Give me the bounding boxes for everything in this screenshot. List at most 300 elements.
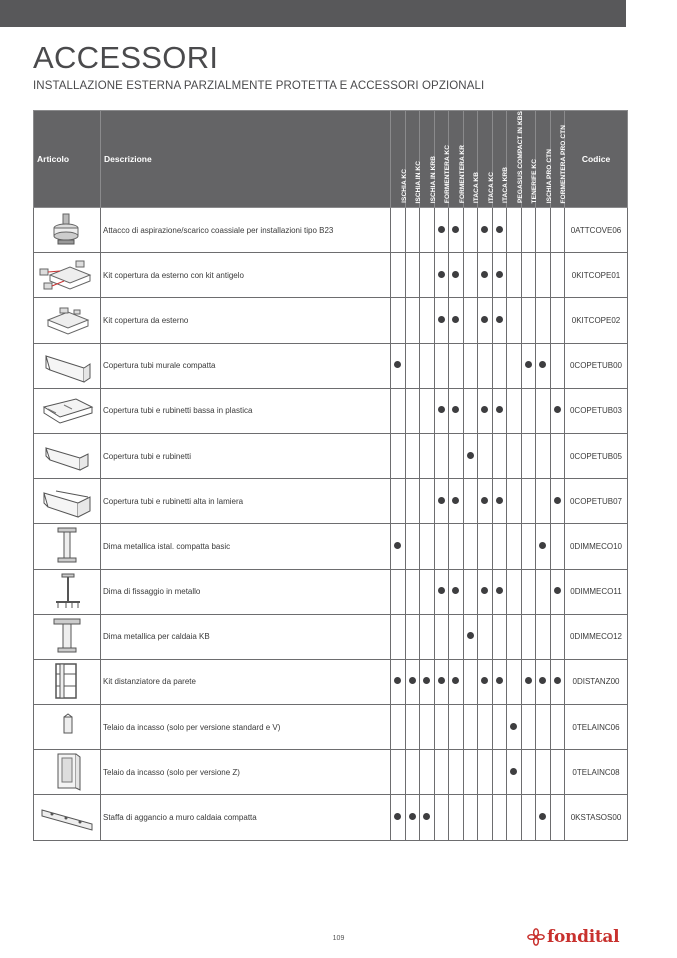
compatibility-cell	[434, 298, 449, 343]
compatibility-cell	[492, 433, 507, 478]
compatibility-dot	[452, 677, 459, 684]
description-cell: Kit copertura da esterno	[101, 298, 391, 343]
compatibility-dot	[496, 587, 503, 594]
code-cell: 0COPETUB05	[565, 433, 628, 478]
compatibility-cell	[434, 433, 449, 478]
compatibility-dot	[481, 587, 488, 594]
pipe-cover-sheet-icon	[36, 479, 98, 521]
compatibility-cell	[492, 524, 507, 569]
compatibility-cell	[405, 614, 420, 659]
compatibility-cell	[536, 298, 551, 343]
compatibility-cell	[521, 524, 536, 569]
compatibility-cell	[507, 433, 522, 478]
compatibility-cell	[391, 795, 406, 840]
table-header-row	[34, 111, 628, 208]
compatibility-dot	[438, 226, 445, 233]
header-model	[463, 111, 478, 208]
compatibility-dot	[525, 361, 532, 368]
compatibility-dot	[496, 271, 503, 278]
compatibility-dot	[510, 723, 517, 730]
compatibility-dot	[452, 226, 459, 233]
compatibility-cell	[536, 433, 551, 478]
compatibility-cell	[405, 208, 420, 253]
compatibility-cell	[449, 253, 464, 298]
compatibility-cell	[434, 705, 449, 750]
compatibility-cell	[478, 750, 493, 795]
compatibility-cell	[434, 795, 449, 840]
compatibility-cell	[391, 750, 406, 795]
compatibility-dot	[438, 316, 445, 323]
compatibility-cell	[492, 705, 507, 750]
compatibility-cell	[434, 569, 449, 614]
compatibility-dot	[467, 452, 474, 459]
articolo-cell	[34, 705, 101, 750]
compatibility-cell	[463, 705, 478, 750]
compatibility-dot	[438, 406, 445, 413]
compatibility-cell	[550, 479, 565, 524]
compatibility-cell	[463, 659, 478, 704]
compatibility-cell	[463, 253, 478, 298]
compatibility-cell	[434, 659, 449, 704]
compatibility-cell	[521, 705, 536, 750]
header-model	[420, 111, 435, 208]
compatibility-cell	[521, 569, 536, 614]
compatibility-cell	[550, 343, 565, 388]
compatibility-cell	[420, 750, 435, 795]
compatibility-dot	[394, 813, 401, 820]
compatibility-cell	[420, 208, 435, 253]
compatibility-dot	[539, 677, 546, 684]
compatibility-cell	[550, 253, 565, 298]
compatibility-cell	[492, 388, 507, 433]
compatibility-cell	[420, 659, 435, 704]
compatibility-cell	[420, 569, 435, 614]
coaxial-adapter-icon	[36, 208, 98, 250]
compatibility-cell	[521, 614, 536, 659]
compatibility-cell	[391, 388, 406, 433]
header-model	[478, 111, 493, 208]
compatibility-cell	[507, 614, 522, 659]
compatibility-cell	[521, 343, 536, 388]
table-row	[34, 614, 628, 659]
compatibility-cell	[405, 343, 420, 388]
description-cell: Copertura tubi murale compatta	[101, 343, 391, 388]
compatibility-dot	[394, 677, 401, 684]
table-row	[34, 298, 628, 343]
compatibility-cell	[507, 479, 522, 524]
compatibility-cell	[391, 298, 406, 343]
compatibility-cell	[507, 569, 522, 614]
table-row	[34, 208, 628, 253]
compatibility-cell	[434, 208, 449, 253]
compatibility-cell	[391, 614, 406, 659]
code-cell: 0COPETUB00	[565, 343, 628, 388]
compatibility-cell	[521, 479, 536, 524]
articolo-cell	[34, 479, 101, 524]
compatibility-cell	[507, 388, 522, 433]
compatibility-cell	[507, 795, 522, 840]
page-subtitle: INSTALLAZIONE ESTERNA PARZIALMENTE PROTETTA E ACCESSORI OPZIONALI	[33, 80, 485, 92]
description-cell: Copertura tubi e rubinetti alta in lamiera	[101, 479, 391, 524]
compatibility-cell	[434, 253, 449, 298]
compatibility-cell	[478, 253, 493, 298]
compatibility-cell	[536, 705, 551, 750]
compatibility-cell	[420, 705, 435, 750]
code-cell: 0COPETUB07	[565, 479, 628, 524]
compatibility-cell	[391, 705, 406, 750]
compatibility-cell	[391, 433, 406, 478]
compatibility-cell	[536, 524, 551, 569]
compatibility-cell	[536, 750, 551, 795]
code-cell: 0TELAINC08	[565, 750, 628, 795]
compatibility-cell	[405, 750, 420, 795]
wall-bracket-icon	[36, 796, 98, 838]
articolo-cell	[34, 614, 101, 659]
compatibility-cell	[478, 659, 493, 704]
header-model	[507, 111, 522, 208]
compatibility-cell	[405, 795, 420, 840]
compatibility-cell	[420, 343, 435, 388]
description-cell: Dima metallica istal. compatta basic	[101, 524, 391, 569]
compatibility-dot	[394, 361, 401, 368]
compatibility-cell	[405, 298, 420, 343]
code-cell: 0DIMMECO12	[565, 614, 628, 659]
compatibility-cell	[507, 659, 522, 704]
compatibility-dot	[423, 677, 430, 684]
description-cell: Telaio da incasso (solo per versione standard e V)	[101, 705, 391, 750]
compatibility-cell	[463, 750, 478, 795]
description-cell: Telaio da incasso (solo per versione Z)	[101, 750, 391, 795]
compatibility-dot	[394, 542, 401, 549]
compatibility-cell	[449, 569, 464, 614]
articolo-cell	[34, 388, 101, 433]
compatibility-cell	[521, 388, 536, 433]
compatibility-cell	[449, 208, 464, 253]
compatibility-dot	[481, 497, 488, 504]
compatibility-cell	[550, 795, 565, 840]
compatibility-cell	[449, 298, 464, 343]
compatibility-cell	[492, 253, 507, 298]
compatibility-dot	[452, 316, 459, 323]
header-articolo: Articolo	[34, 111, 101, 208]
compatibility-cell	[449, 343, 464, 388]
compatibility-dot	[539, 542, 546, 549]
compatibility-dot	[539, 361, 546, 368]
compatibility-dot	[510, 768, 517, 775]
compatibility-cell	[420, 298, 435, 343]
description-cell: Dima metallica per caldaia KB	[101, 614, 391, 659]
compatibility-cell	[478, 388, 493, 433]
table-body	[34, 208, 628, 841]
compatibility-cell	[521, 298, 536, 343]
header-model-label: FORMENTERA PRO CTN	[560, 124, 568, 203]
brand-name: fondital	[547, 927, 620, 947]
compatibility-cell	[391, 569, 406, 614]
compatibility-cell	[463, 388, 478, 433]
compatibility-dot	[438, 587, 445, 594]
compatibility-dot	[496, 406, 503, 413]
compatibility-dot	[554, 587, 561, 594]
articolo-cell	[34, 433, 101, 478]
compatibility-cell	[405, 433, 420, 478]
description-cell: Dima di fissaggio in metallo	[101, 569, 391, 614]
compatibility-cell	[405, 569, 420, 614]
table-row	[34, 388, 628, 433]
compatibility-cell	[463, 343, 478, 388]
compatibility-dot	[467, 632, 474, 639]
pipe-cover-icon	[36, 434, 98, 476]
articolo-cell	[34, 298, 101, 343]
compatibility-cell	[449, 705, 464, 750]
compatibility-cell	[550, 659, 565, 704]
compatibility-cell	[536, 569, 551, 614]
pipe-cover-plastic-icon	[36, 389, 98, 431]
table-row	[34, 343, 628, 388]
compatibility-dot	[554, 406, 561, 413]
compatibility-cell	[536, 614, 551, 659]
compatibility-cell	[449, 659, 464, 704]
table-row	[34, 524, 628, 569]
compatibility-dot	[496, 497, 503, 504]
page-title: ACCESSORI	[33, 40, 219, 75]
table-row	[34, 479, 628, 524]
compatibility-cell	[478, 433, 493, 478]
compatibility-dot	[452, 587, 459, 594]
compatibility-dot	[554, 497, 561, 504]
header-descrizione: Descrizione	[101, 111, 391, 208]
table-row	[34, 659, 628, 704]
articolo-cell	[34, 659, 101, 704]
compatibility-cell	[463, 433, 478, 478]
compatibility-dot	[438, 497, 445, 504]
page-number: 109	[332, 935, 345, 942]
compatibility-cell	[463, 795, 478, 840]
compatibility-cell	[492, 479, 507, 524]
template-fixing-icon	[36, 570, 98, 612]
compatibility-cell	[507, 343, 522, 388]
compatibility-cell	[536, 795, 551, 840]
table-row	[34, 433, 628, 478]
compatibility-cell	[391, 659, 406, 704]
code-cell: 0KITCOPE02	[565, 298, 628, 343]
compatibility-cell	[521, 208, 536, 253]
compatibility-cell	[463, 524, 478, 569]
compatibility-dot	[481, 226, 488, 233]
cover-kit-antifreeze-icon	[36, 253, 98, 295]
compatibility-dot	[539, 813, 546, 820]
accessories-table	[33, 110, 628, 841]
compatibility-cell	[478, 795, 493, 840]
cover-kit-icon	[36, 298, 98, 340]
compatibility-dot	[409, 677, 416, 684]
compatibility-cell	[449, 795, 464, 840]
wall-spacer-icon	[36, 660, 98, 702]
compatibility-cell	[434, 343, 449, 388]
compatibility-dot	[452, 406, 459, 413]
compatibility-cell	[478, 705, 493, 750]
compatibility-cell	[434, 388, 449, 433]
compatibility-cell	[492, 569, 507, 614]
compatibility-cell	[391, 253, 406, 298]
compatibility-cell	[521, 659, 536, 704]
compatibility-cell	[391, 208, 406, 253]
compatibility-cell	[420, 388, 435, 433]
compatibility-dot	[452, 497, 459, 504]
compatibility-cell	[536, 208, 551, 253]
compatibility-dot	[496, 226, 503, 233]
compatibility-cell	[507, 208, 522, 253]
header-model	[434, 111, 449, 208]
compatibility-cell	[550, 298, 565, 343]
articolo-cell	[34, 208, 101, 253]
recessed-frame-small-icon	[36, 705, 98, 747]
brand-logo	[527, 925, 619, 949]
header-model	[449, 111, 464, 208]
description-cell: Copertura tubi e rubinetti bassa in plastica	[101, 388, 391, 433]
compatibility-cell	[492, 614, 507, 659]
header-model	[521, 111, 536, 208]
compatibility-cell	[550, 705, 565, 750]
compatibility-cell	[492, 298, 507, 343]
compatibility-cell	[449, 433, 464, 478]
compatibility-cell	[449, 388, 464, 433]
compatibility-cell	[536, 479, 551, 524]
compatibility-dot	[525, 677, 532, 684]
articolo-cell	[34, 253, 101, 298]
compatibility-cell	[550, 614, 565, 659]
compatibility-cell	[478, 524, 493, 569]
compatibility-dot	[438, 677, 445, 684]
pipe-cover-compact-icon	[36, 344, 98, 386]
compatibility-cell	[405, 253, 420, 298]
compatibility-cell	[420, 795, 435, 840]
compatibility-cell	[420, 614, 435, 659]
description-cell: Copertura tubi e rubinetti	[101, 433, 391, 478]
compatibility-cell	[391, 479, 406, 524]
code-cell: 0KITCOPE01	[565, 253, 628, 298]
compatibility-cell	[420, 524, 435, 569]
compatibility-cell	[463, 569, 478, 614]
code-cell: 0DIMMECO11	[565, 569, 628, 614]
header-model	[405, 111, 420, 208]
compatibility-cell	[420, 479, 435, 524]
compatibility-cell	[449, 614, 464, 659]
compatibility-cell	[434, 614, 449, 659]
code-cell: 0KSTASOS00	[565, 795, 628, 840]
compatibility-cell	[536, 343, 551, 388]
compatibility-cell	[478, 479, 493, 524]
compatibility-cell	[507, 298, 522, 343]
compatibility-cell	[550, 569, 565, 614]
compatibility-cell	[463, 298, 478, 343]
compatibility-cell	[391, 343, 406, 388]
compatibility-cell	[507, 524, 522, 569]
compatibility-cell	[391, 524, 406, 569]
compatibility-cell	[478, 298, 493, 343]
compatibility-cell	[536, 253, 551, 298]
code-cell: 0DISTANZ00	[565, 659, 628, 704]
compatibility-cell	[507, 750, 522, 795]
articolo-cell	[34, 569, 101, 614]
code-cell: 0TELAINC06	[565, 705, 628, 750]
template-compact-icon	[36, 524, 98, 566]
template-kb-icon	[36, 615, 98, 657]
compatibility-cell	[434, 750, 449, 795]
compatibility-cell	[521, 795, 536, 840]
flower-logo-icon	[527, 928, 545, 946]
compatibility-cell	[550, 750, 565, 795]
articolo-cell	[34, 343, 101, 388]
articolo-cell	[34, 750, 101, 795]
compatibility-dot	[481, 406, 488, 413]
compatibility-cell	[405, 479, 420, 524]
compatibility-dot	[423, 813, 430, 820]
articolo-cell	[34, 795, 101, 840]
compatibility-cell	[463, 479, 478, 524]
compatibility-dot	[438, 271, 445, 278]
compatibility-cell	[463, 208, 478, 253]
compatibility-cell	[449, 750, 464, 795]
compatibility-cell	[463, 614, 478, 659]
header-model	[550, 111, 568, 208]
code-cell: 0ATTCOVE06	[565, 208, 628, 253]
compatibility-dot	[496, 316, 503, 323]
compatibility-cell	[420, 253, 435, 298]
table-row	[34, 705, 628, 750]
compatibility-dot	[481, 316, 488, 323]
top-bar	[0, 0, 626, 27]
recessed-frame-icon	[36, 750, 98, 792]
description-cell: Kit distanziatore da parete	[101, 659, 391, 704]
compatibility-cell	[536, 659, 551, 704]
header-model	[492, 111, 507, 208]
compatibility-cell	[405, 524, 420, 569]
articolo-cell	[34, 524, 101, 569]
compatibility-cell	[550, 388, 565, 433]
compatibility-cell	[434, 479, 449, 524]
compatibility-cell	[550, 208, 565, 253]
compatibility-cell	[478, 614, 493, 659]
compatibility-cell	[550, 433, 565, 478]
compatibility-cell	[536, 388, 551, 433]
code-cell: 0COPETUB03	[565, 388, 628, 433]
description-cell: Staffa di aggancio a muro caldaia compatta	[101, 795, 391, 840]
compatibility-dot	[554, 677, 561, 684]
compatibility-cell	[405, 705, 420, 750]
table-row	[34, 750, 628, 795]
compatibility-cell	[420, 433, 435, 478]
compatibility-cell	[434, 524, 449, 569]
compatibility-cell	[405, 659, 420, 704]
table-row	[34, 795, 628, 840]
code-cell: 0DIMMECO10	[565, 524, 628, 569]
compatibility-cell	[492, 750, 507, 795]
header-codice: Codice	[565, 111, 628, 208]
compatibility-dot	[481, 677, 488, 684]
compatibility-dot	[452, 271, 459, 278]
compatibility-cell	[449, 524, 464, 569]
compatibility-cell	[492, 795, 507, 840]
header-model	[391, 111, 406, 208]
table-row	[34, 569, 628, 614]
header-model	[536, 111, 551, 208]
description-cell: Attacco di aspirazione/scarico coassiale per installazioni tipo B23	[101, 208, 391, 253]
compatibility-dot	[481, 271, 488, 278]
compatibility-cell	[478, 569, 493, 614]
compatibility-cell	[521, 253, 536, 298]
compatibility-cell	[405, 388, 420, 433]
table-row	[34, 253, 628, 298]
